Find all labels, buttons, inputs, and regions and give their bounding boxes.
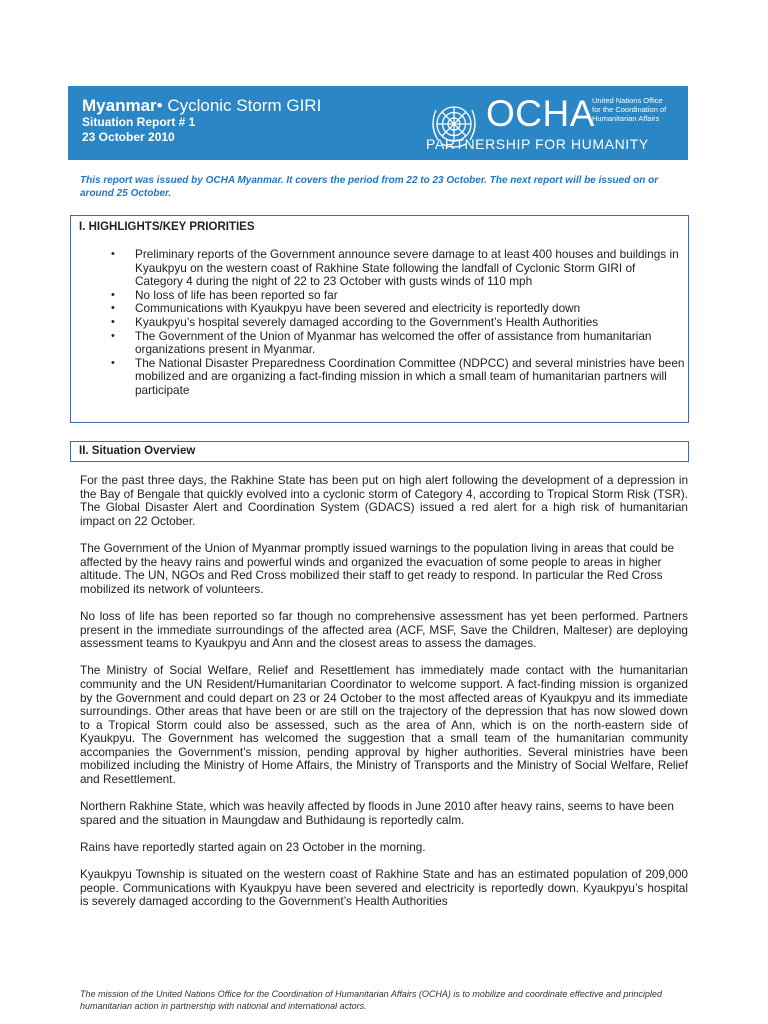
highlights-heading: I. HIGHLIGHTS/KEY PRIORITIES	[79, 221, 255, 233]
list-item	[111, 330, 685, 357]
situation-report-number: Situation Report # 1	[82, 115, 196, 129]
overview-paragraph: The Ministry of Social Welfare, Relief and Resettlement has immediately made contact with the humanitarian community and the UN Resident/Humanitarian Coordinator to welcome support. A fact-finding mission is organized by the Government and could depart on 23 or 24 October to the most affected areas of Kyaukpyu and its immediate surroundings. Other areas that have been or are still on the trajectory of the depression that has now slowed down to a Tropical Storm could also be assessed, such as the area of Ann, which is on the north-eastern side of Kyaukpyu. The Government has welcomed the suggestion that a small team of the humanitarian community accompanies the Government’s mission, pending approval by higher authorities. Several ministries have been mobilized including the Ministry of Home Affairs, the Ministry of Transports and the Ministry of Social Welfare, Relief and Resettlement.	[80, 663, 688, 787]
storm-name: Cyclonic Storm GIRI	[162, 96, 322, 115]
overview-paragraph: Northern Rakhine State, which was heavily affected by floods in June 2010 after heavy rains, seems to have been spared and the situation in Maungdaw and Buthidaung is reportedly calm.	[80, 799, 674, 827]
report-title	[82, 96, 321, 115]
list-item-text: Kyaukpyu’s hospital severely damaged according to the Government’s Health Authorities	[135, 314, 599, 329]
list-item	[111, 302, 685, 316]
bullet-icon: •	[111, 356, 115, 369]
ocha-logo	[424, 92, 682, 154]
list-item	[111, 316, 685, 330]
overview-body	[80, 474, 688, 923]
overview-paragraph: For the past three days, the Rakhine State has been put on high alert following the development of a depression in the Bay of Bengale that quickly evolved into a cyclonic storm of Category 4, according to Tropical Storm Risk (TSR). The Global Disaster Alert and Coordination System (GDACS) issued a red alert for a high risk of humanitarian impact on 22 October.	[80, 473, 688, 528]
list-item	[111, 248, 685, 289]
highlights-list	[111, 248, 685, 398]
highlights-box	[70, 215, 689, 423]
report-date: 23 October 2010	[82, 130, 175, 144]
overview-paragraph: No loss of life has been reported so far though no comprehensive assessment has yet been performed. Partners present in the immediate surroundings of the affected area (ACF, MSF, Save the Children, Malteser) are deploying assessment teams to Kyaukpyu and Ann and the closest areas to assess the damages.	[80, 608, 688, 651]
ocha-desc-line: United Nations Office	[592, 96, 663, 105]
country-name: Myanmar	[82, 96, 157, 115]
list-item-text: No loss of life has been reported so far	[135, 287, 338, 302]
report-banner	[68, 86, 688, 160]
tagline: PARTNERSHIP FOR HUMANITY	[426, 136, 649, 152]
title-separator: •	[156, 96, 163, 115]
overview-heading: II. Situation Overview	[79, 445, 196, 457]
bullet-icon: •	[111, 315, 115, 328]
ocha-desc-line: for the Coordination of	[592, 105, 667, 114]
bullet-icon: •	[111, 248, 115, 260]
overview-paragraph: The Government of the Union of Myanmar promptly issued warnings to the population living in areas that could be affected by the heavy rains and powerful winds and organized the evacuation of some people to areas in higher altitude. The UN, NGOs and Red Cross mobilized their staff to get ready to respond. In particular the Red Cross mobilized its network of volunteers.	[80, 540, 675, 596]
ocha-mission-footer: The mission of the United Nations Office for the Coordination of Humanitarian Affairs (OCHA) is to mobilize and coordinate effective and principled humanitarian action in partnership with national and international actors.	[80, 989, 662, 1011]
bullet-icon: •	[111, 302, 115, 315]
overview-paragraph: Rains have reportedly started again on 23 October in the morning.	[80, 840, 426, 855]
list-item-text: The National Disaster Preparedness Coordination Committee (NDPCC) and several ministries have been mobilized and are organizing a fact-finding mission in which a small team of humanitarian partners will participate	[135, 355, 685, 397]
list-item-text: The Government of the Union of Myanmar has welcomed the offer of assistance from humanitarian organizations present in Myanmar.	[135, 328, 652, 357]
bullet-icon: •	[111, 329, 115, 342]
list-item	[111, 289, 685, 303]
list-item-text: Preliminary reports of the Government announce severe damage to at least 400 houses and buildings in Kyaukpyu on the western coast of Rakhine State following the landfall of Cyclonic Storm GIRI of Category 4 during the night of 22 to 23 October with gusts winds of 110 mph	[135, 247, 679, 289]
overview-heading-box	[70, 441, 689, 462]
report-intro: This report was issued by OCHA Myanmar. It covers the period from 22 to 23 October. The next report will be issued on or around 25 October.	[80, 175, 659, 199]
ocha-full-name	[592, 96, 684, 123]
ocha-desc-line: Humanitarian Affairs	[592, 114, 660, 123]
ocha-wordmark: OCHA	[486, 93, 595, 134]
list-item-text: Communications with Kyaukpyu have been severed and electricity is reportedly down	[135, 301, 581, 316]
list-item	[111, 357, 685, 398]
overview-paragraph: Kyaukpyu Township is situated on the western coast of Rakhine State and has an estimated population of 209,000 people. Communications with Kyaukpyu have been severed and electricity is reportedly down. Kyaukpyu’s hospital is severely damaged according to the Government’s Health Authorities	[80, 867, 688, 909]
banner-title-block	[82, 96, 321, 145]
bullet-icon: •	[111, 288, 115, 301]
